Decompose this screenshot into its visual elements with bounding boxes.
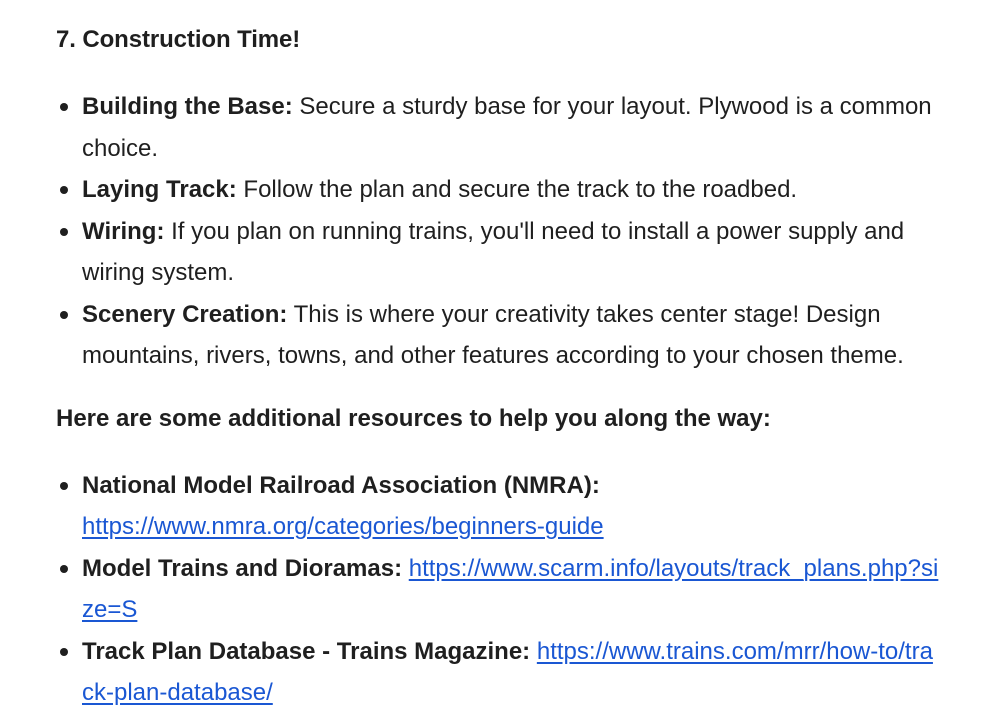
resources-list (56, 465, 1000, 714)
bullet-icon (60, 482, 68, 490)
resource-link-scarm[interactable]: https://www.scarm.info/layouts/track_plans.php?size=S (82, 554, 939, 623)
item-title: Laying Track: (82, 176, 237, 203)
resource-link-trains[interactable]: https://www.trains.com/mrr/how-to/track-plan-database/ (82, 637, 933, 706)
item-text: This is where your creativity takes center stage! Design mountains, rivers, towns, and other features according to your chosen theme. (82, 300, 904, 369)
item-text: If you plan on running trains, you'll need to install a power supply and wiring system. (82, 217, 905, 286)
section-heading-construction: 7. Construction Time! (56, 26, 301, 53)
bullet-icon (60, 228, 68, 236)
item-text: Secure a sturdy base for your layout. Plywood is a common choice. (82, 93, 932, 162)
bullet-icon (60, 103, 68, 111)
item-title: Building the Base: (82, 93, 293, 120)
bullet-icon (60, 648, 68, 656)
list-item (56, 86, 942, 169)
resource-title: Model Trains and Dioramas: (82, 554, 403, 582)
item-title: Wiring: (82, 217, 165, 245)
list-item (56, 631, 942, 714)
item-title: Scenery Creation: (82, 300, 288, 328)
item-text: Follow the plan and secure the track to the roadbed. (236, 176, 798, 203)
bullet-icon (60, 186, 68, 194)
list-item (56, 548, 942, 631)
construction-list (56, 86, 1000, 377)
resources-heading: Here are some additional resources to help you along the way: (56, 404, 771, 432)
list-item (56, 211, 942, 294)
bullet-icon (60, 311, 68, 319)
bullet-icon (60, 565, 68, 573)
list-item (56, 294, 942, 377)
list-item (56, 169, 942, 211)
resource-title: National Model Railroad Association (NMRA): (82, 471, 600, 499)
list-item (56, 465, 942, 548)
resource-title: Track Plan Database - Trains Magazine: (82, 637, 531, 665)
resource-link-nmra[interactable]: https://www.nmra.org/categories/beginners-guide (82, 513, 604, 540)
